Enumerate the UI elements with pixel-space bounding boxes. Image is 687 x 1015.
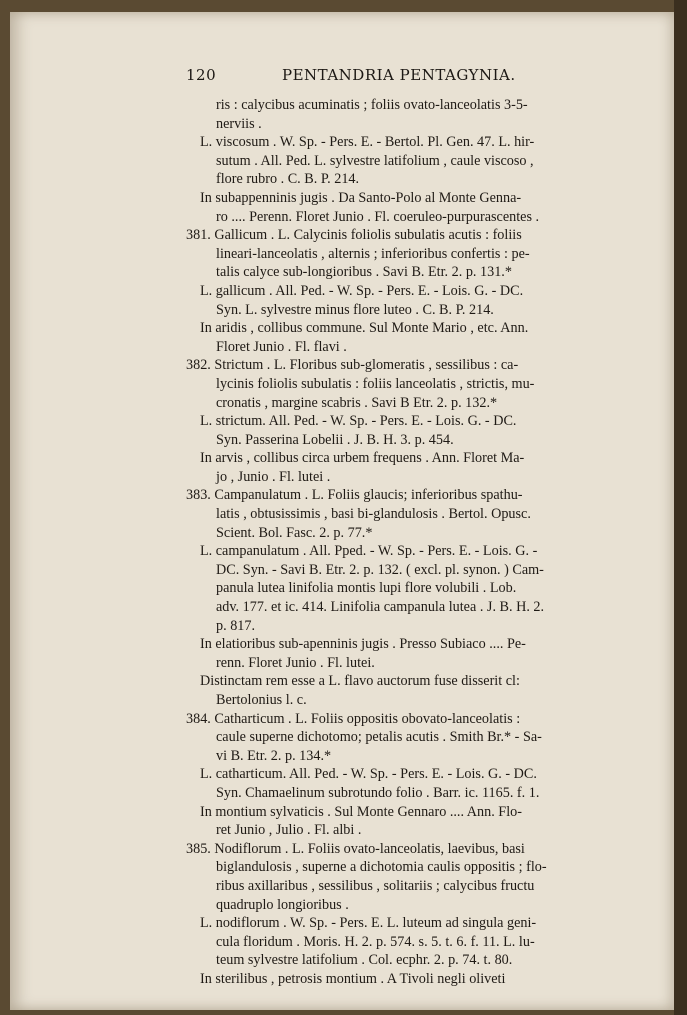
page-number: 120 — [186, 66, 217, 84]
page-edge — [674, 0, 687, 1015]
text-line: renn. Floret Junio . Fl. lutei. — [216, 654, 375, 671]
text-line: In arvis , collibus circa urbem frequens . Ann. Floret Ma- — [200, 450, 525, 467]
text-line: Distinctam rem esse a L. flavo auctorum fuse disserit cl: — [200, 673, 520, 690]
running-title: PENTANDRIA PENTAGYNIA. — [282, 66, 516, 84]
text-line: cula floridum . Moris. H. 2. p. 574. s. 5. t. 6. f. 11. L. lu- — [216, 933, 535, 950]
text-line: 385. Nodiflorum . L. Foliis ovato-lanceolatis, laevibus, basi — [186, 840, 525, 857]
text-line: Scient. Bol. Fasc. 2. p. 77.* — [216, 524, 373, 541]
text-line: lineari-lanceolatis , alternis ; inferioribus confertis : pe- — [216, 245, 530, 262]
text-line: teum sylvestre latifolium . Col. ecphr. 2. p. 74. t. 80. — [216, 952, 513, 969]
text-line: latis , obtusissimis , basi bi-glandulosis . Bertol. Opusc. — [216, 506, 531, 523]
text-line: talis calyce sub-longioribus . Savi B. Etr. 2. p. 131.* — [216, 264, 512, 281]
text-line: ribus axillaribus , sessilibus , solitariis ; calycibus fructu — [216, 877, 535, 894]
text-line: In aridis , collibus commune. Sul Monte Mario , etc. Ann. — [200, 320, 529, 337]
text-line: jo , Junio . Fl. lutei . — [216, 468, 331, 485]
text-line: 383. Campanulatum . L. Foliis glaucis; inferioribus spathu- — [186, 487, 523, 504]
text-line: lycinis foliolis subulatis : foliis lanceolatis , strictis, mu- — [216, 375, 535, 392]
text-line: L. strictum. All. Ped. - W. Sp. - Pers. E. - Lois. G. - DC. — [200, 413, 517, 430]
text-line: Syn. Chamaelinum subrotundo folio . Barr. ic. 1165. f. 1. — [216, 784, 540, 801]
text-line: ris : calycibus acuminatis ; foliis ovato-lanceolatis 3-5- — [216, 97, 528, 113]
text-line: cronatis , margine scabris . Savi B Etr. 2. p. 132.* — [216, 394, 498, 411]
text-line: 382. Strictum . L. Floribus sub-glomeratis , sessilibus : ca- — [186, 357, 519, 374]
text-line: 384. Catharticum . L. Foliis oppositis obovato-lanceolatis : — [186, 710, 521, 727]
text-line: panula lutea linifolia montis lupi flore volubili . Lob. — [216, 580, 517, 597]
text-line: L. nodiflorum . W. Sp. - Pers. E. L. luteum ad singula geni- — [200, 915, 537, 932]
text-line: In montium sylvaticis . Sul Monte Gennaro .... Ann. Flo- — [200, 803, 522, 820]
text-line: quadruplo longioribus . — [216, 896, 349, 913]
text-line: L. campanulatum . All. Pped. - W. Sp. - Pers. E. - Lois. G. - — [200, 543, 538, 560]
text-line: caule superne dichotomo; petalis acutis . Smith Br.* - Sa- — [216, 729, 542, 746]
text-line: In sterilibus , petrosis montium . A Tivoli negli oliveti — [200, 970, 506, 987]
text-line: Floret Junio . Fl. flavi . — [216, 338, 347, 355]
page-body — [186, 96, 638, 989]
text-line: L. viscosum . W. Sp. - Pers. E. - Bertol. Pl. Gen. 47. L. hir- — [200, 134, 535, 151]
text-line: Syn. Passerina Lobelii . J. B. H. 3. p. 454. — [216, 431, 454, 448]
text-line: Bertolonius l. c. — [216, 692, 307, 708]
text-line: p. 817. — [216, 617, 256, 634]
text-line: biglandulosis , superne a dichotomia caulis oppositis ; flo- — [216, 859, 547, 876]
text-line: ret Junio , Julio . Fl. albi . — [216, 822, 362, 839]
text-line: DC. Syn. - Savi B. Etr. 2. p. 132. ( excl. pl. synon. ) Cam- — [216, 561, 544, 578]
text-line: In subappenninis jugis . Da Santo-Polo al Monte Genna- — [200, 189, 522, 206]
text-line: nerviis . — [216, 115, 262, 132]
text-line: Syn. L. sylvestre minus flore luteo . C. B. P. 214. — [216, 301, 494, 318]
text-line: In elatioribus sub-apenninis jugis . Presso Subiaco .... Pe- — [200, 636, 526, 653]
text-line: sutum . All. Ped. L. sylvestre latifolium , caule viscoso , — [216, 152, 534, 169]
text-line: L. catharticum. All. Ped. - W. Sp. - Pers. E. - Lois. G. - DC. — [200, 766, 537, 783]
text-line: vi B. Etr. 2. p. 134.* — [216, 747, 332, 764]
text-line: L. gallicum . All. Ped. - W. Sp. - Pers. E. - Lois. G. - DC. — [200, 282, 524, 299]
text-line: adv. 177. et ic. 414. Linifolia campanula lutea . J. B. H. 2. — [216, 599, 545, 616]
text-line: 381. Gallicum . L. Calycinis foliolis subulatis acutis : foliis — [186, 227, 522, 244]
text-line: ro .... Perenn. Floret Junio . Fl. coeruleo-purpurascentes . — [216, 208, 540, 225]
text-line: flore rubro . C. B. P. 214. — [216, 171, 360, 188]
